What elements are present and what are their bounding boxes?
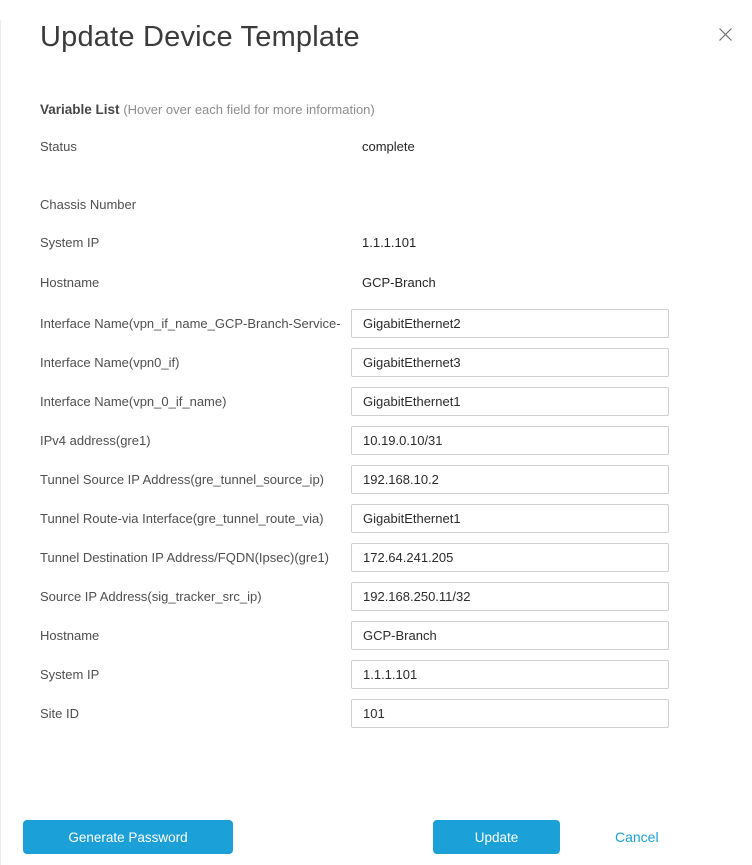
- row-chassis-number: [40, 194, 752, 214]
- ipv4-address-gre1-input[interactable]: [351, 426, 669, 455]
- site-id-input[interactable]: [351, 699, 669, 728]
- field-label: IPv4 address(gre1): [40, 433, 151, 448]
- interface-name-vpn0-if-input[interactable]: [351, 348, 669, 377]
- field-label: Interface Name(vpn_if_name_GCP-Branch-Service-: [40, 316, 341, 331]
- hostname-value: GCP-Branch: [362, 274, 436, 290]
- source-ip-tracker-input[interactable]: [351, 582, 669, 611]
- row-tunnel-source-ip: [40, 465, 752, 494]
- field-label: Tunnel Route-via Interface(gre_tunnel_route_via): [40, 511, 324, 526]
- row-system-ip-input: [40, 660, 752, 689]
- interface-name-vpn-0-if-name-input[interactable]: [351, 387, 669, 416]
- generate-password-button[interactable]: Generate Password: [23, 820, 233, 854]
- interface-name-service-input[interactable]: [351, 309, 669, 338]
- variable-list-heading: [40, 102, 713, 118]
- row-interface-name-vpn0-if: [40, 348, 752, 377]
- field-label: Hostname: [40, 274, 100, 290]
- row-source-ip-tracker: [40, 582, 752, 611]
- row-site-id: [40, 699, 752, 728]
- variable-form: [40, 136, 752, 728]
- update-button[interactable]: Update: [433, 820, 560, 854]
- cancel-button[interactable]: Cancel: [607, 820, 667, 854]
- page-title: Update Device Template: [40, 21, 360, 53]
- field-label: Hostname: [40, 628, 100, 643]
- field-label: Site ID: [40, 706, 80, 721]
- hostname-input[interactable]: [351, 621, 669, 650]
- field-label: System IP: [40, 234, 100, 250]
- update-device-template-dialog: [0, 20, 752, 865]
- row-tunnel-route-via: [40, 504, 752, 533]
- close-icon-glyph: [718, 27, 733, 42]
- field-label: Tunnel Destination IP Address/FQDN(Ipsec)(gre1): [40, 550, 330, 565]
- system-ip-input[interactable]: [351, 660, 669, 689]
- row-status: [40, 136, 752, 156]
- tunnel-source-ip-input[interactable]: [351, 465, 669, 494]
- row-interface-name-vpn-0-if-name: [40, 387, 752, 416]
- field-label: Status: [40, 138, 77, 154]
- row-tunnel-destination-ip: [40, 543, 752, 572]
- status-value: complete: [362, 138, 415, 154]
- variable-list-label: Variable List: [40, 102, 120, 117]
- field-label: System IP: [40, 667, 100, 682]
- row-hostname-input: [40, 621, 752, 650]
- dialog-footer: [1, 820, 752, 854]
- field-label: Chassis Number: [40, 196, 137, 212]
- system-ip-value: 1.1.1.101: [362, 234, 417, 250]
- close-icon[interactable]: [716, 25, 734, 43]
- tunnel-route-via-input[interactable]: [351, 504, 669, 533]
- field-label: Interface Name(vpn0_if): [40, 355, 180, 370]
- row-system-ip-static: [40, 232, 752, 252]
- field-label: Tunnel Source IP Address(gre_tunnel_source_ip): [40, 472, 325, 487]
- field-label: Interface Name(vpn_0_if_name): [40, 394, 227, 409]
- row-ipv4-address-gre1: [40, 426, 752, 455]
- variable-list-note: (Hover over each field for more information): [123, 102, 375, 117]
- field-label: Source IP Address(sig_tracker_src_ip): [40, 589, 262, 604]
- row-hostname-static: [40, 272, 752, 292]
- row-interface-name-service: [40, 309, 752, 338]
- tunnel-destination-ip-input[interactable]: [351, 543, 669, 572]
